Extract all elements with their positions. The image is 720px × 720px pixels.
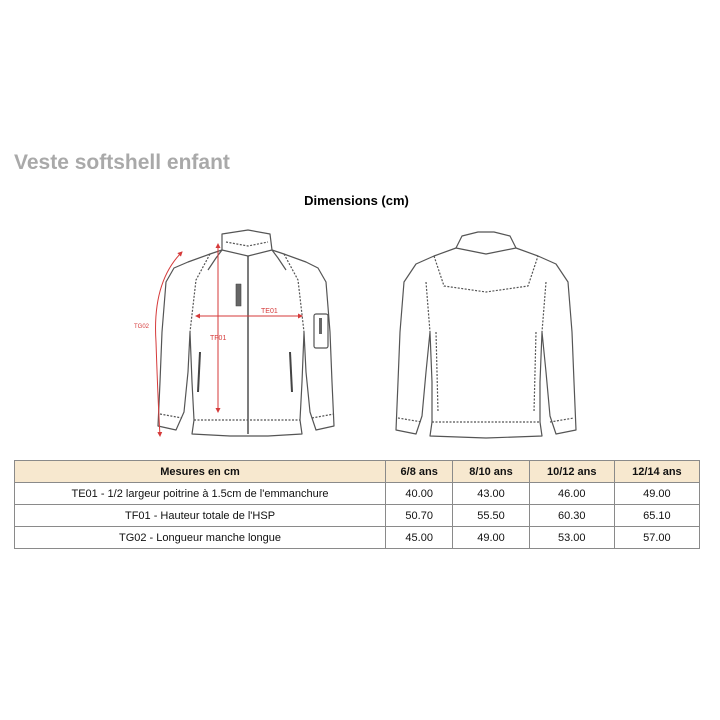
header-measures: Mesures en cm <box>15 461 386 483</box>
back-body-outline <box>396 248 576 438</box>
row-label: TG02 - Longueur manche longue <box>15 527 386 549</box>
dimensions-heading: Dimensions (cm) <box>304 193 409 208</box>
page-title: Veste softshell enfant <box>14 151 230 174</box>
jacket-back-view <box>396 232 576 438</box>
jacket-drawings-svg <box>130 222 580 452</box>
table-row <box>15 527 700 549</box>
table-cell: 53.00 <box>529 527 614 549</box>
table-row <box>15 505 700 527</box>
front-body-outline <box>158 250 334 436</box>
tf01-label: TF01 <box>210 335 227 342</box>
table-cell: 60.30 <box>529 505 614 527</box>
table-cell: 49.00 <box>453 527 529 549</box>
size-chart-table <box>14 460 700 549</box>
tg02-measure-line <box>156 252 182 436</box>
back-collar <box>456 232 516 254</box>
table-cell: 55.50 <box>453 505 529 527</box>
header-size-6-8: 6/8 ans <box>386 461 453 483</box>
table-cell: 57.00 <box>614 527 699 549</box>
table-cell: 46.00 <box>529 483 614 505</box>
table-row <box>15 483 700 505</box>
table-cell: 49.00 <box>614 483 699 505</box>
table-header-row <box>15 461 700 483</box>
te01-label: TE01 <box>261 308 278 315</box>
tg02-label: TG02 <box>134 324 150 330</box>
header-size-8-10: 8/10 ans <box>453 461 529 483</box>
table-cell: 50.70 <box>386 505 453 527</box>
header-size-12-14: 12/14 ans <box>614 461 699 483</box>
table-cell: 40.00 <box>386 483 453 505</box>
row-label: TF01 - Hauteur totale de l'HSP <box>15 505 386 527</box>
table-cell: 43.00 <box>453 483 529 505</box>
jacket-front-view <box>158 230 334 436</box>
header-size-10-12: 10/12 ans <box>529 461 614 483</box>
table-cell: 65.10 <box>614 505 699 527</box>
table-cell: 45.00 <box>386 527 453 549</box>
row-label: TE01 - 1/2 largeur poitrine à 1.5cm de l'emmanchure <box>15 483 386 505</box>
jacket-technical-drawing <box>130 222 580 452</box>
